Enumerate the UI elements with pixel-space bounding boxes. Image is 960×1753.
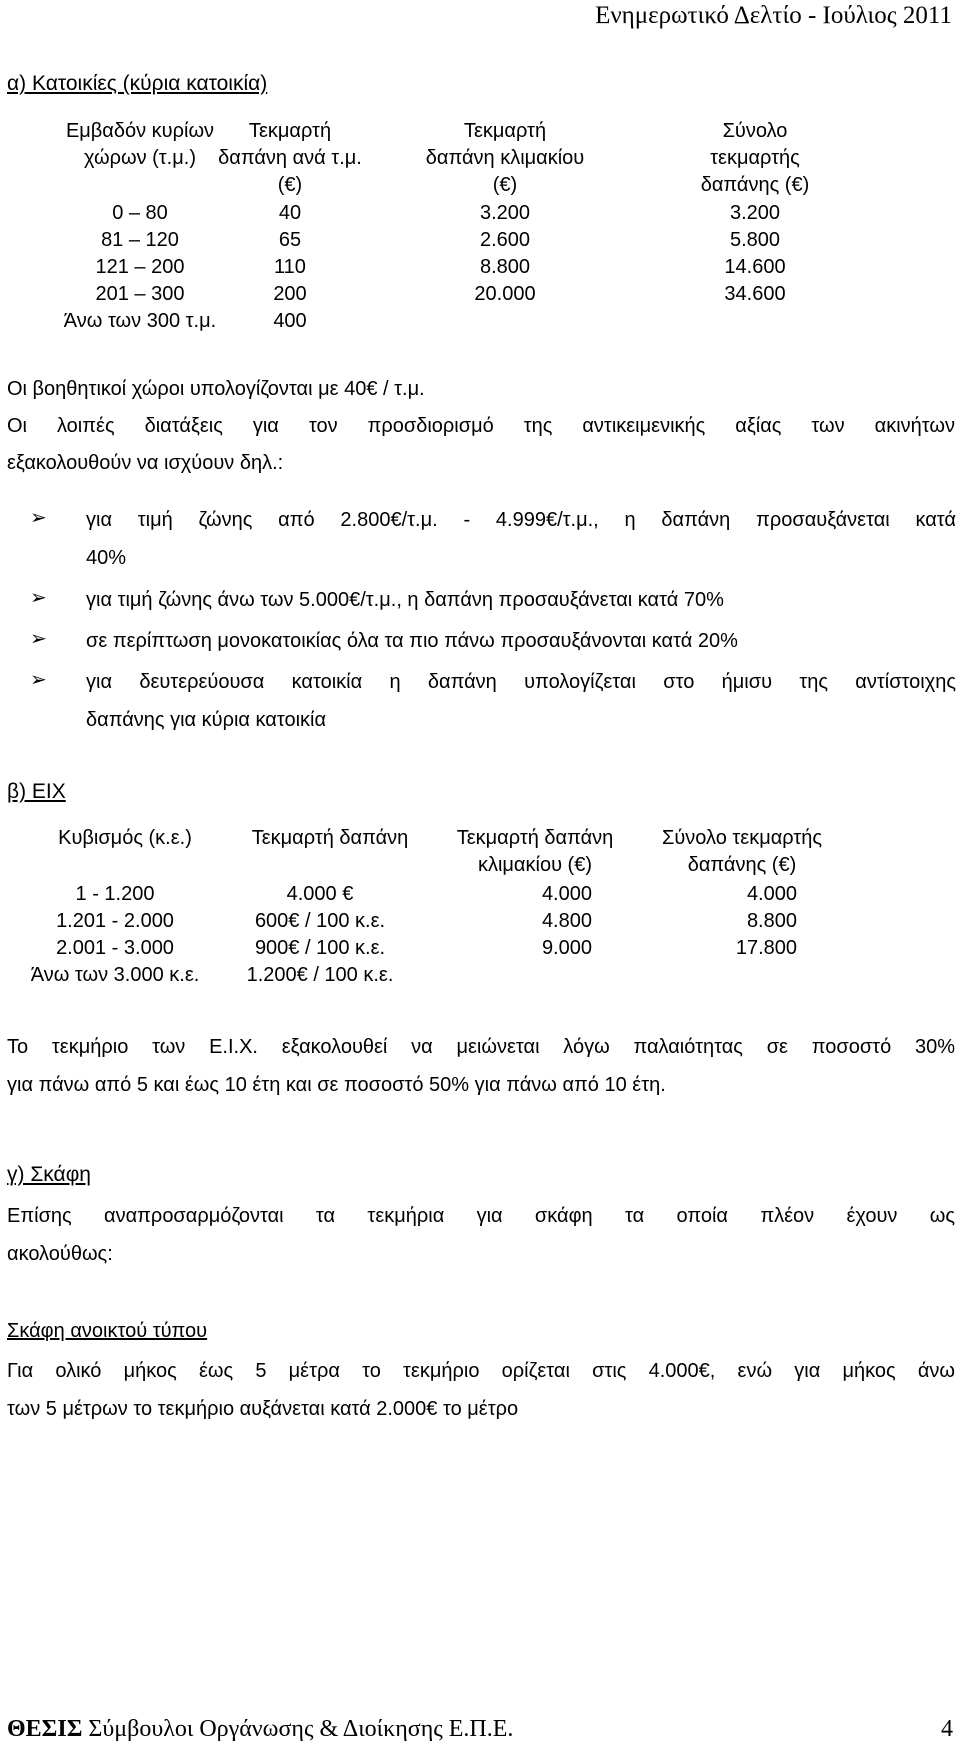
other-provisions-line-2: εξακολουθούν να ισχύουν δηλ.: — [7, 452, 284, 474]
col-header-area-1: Εμβαδόν κυρίων — [65, 120, 215, 142]
section-a-heading: α) Κατοικίες (κύρια κατοικία) — [7, 72, 268, 95]
arrow-bullet-icon: ➢ — [30, 628, 47, 650]
table-cell: 0 – 80 — [112, 202, 168, 224]
table-cell: 5.800 — [729, 229, 781, 251]
table-cell: 201 – 300 — [95, 283, 185, 305]
bullet-4-line-1: για δευτερεύουσα κατοικία η δαπάνη υπολογίζεται στο ήμισυ της αντίστοιχης — [86, 671, 956, 693]
col-header-cost: Τεκμαρτή δαπάνη — [251, 827, 409, 849]
table-cell: 1.201 - 2.000 — [56, 910, 174, 932]
table-cell: 3.200 — [729, 202, 781, 224]
boats-line-1: Επίσης αναπροσαρμόζονται τα τεκμήρια για σκάφη τα οποία πλέον έχουν ως — [7, 1205, 955, 1227]
section-b-heading: β) ΕΙΧ — [7, 780, 66, 803]
table-cell: 2.600 — [479, 229, 531, 251]
table-cell: 8.800 — [746, 910, 797, 932]
table-cell: Άνω των 3.000 κ.ε. — [30, 964, 200, 986]
table-cell: 17.800 — [735, 937, 797, 959]
table-cell: 900€ / 100 κ.ε. — [254, 937, 386, 959]
col-header-bracket-2: κλιμακίου (€) — [477, 854, 593, 876]
table-cell: 4.000 — [746, 883, 797, 905]
table-cell: 1.200€ / 100 κ.ε. — [246, 964, 394, 986]
col-header-bracket-2: δαπάνη κλιμακίου — [425, 147, 585, 169]
table-cell: 4.000 — [541, 883, 592, 905]
table-cell: 2.001 - 3.000 — [56, 937, 174, 959]
table-cell: 65 — [278, 229, 302, 251]
page-footer — [7, 1716, 953, 1743]
section-c-heading: γ) Σκάφη — [7, 1163, 91, 1186]
bullet-4-line-2: δαπάνης για κύρια κατοικία — [86, 709, 327, 731]
bullet-3-line-1: σε περίπτωση μονοκατοικίας όλα τα πιο πάνω προσαυξάνονται κατά 20% — [86, 630, 738, 652]
table-cell: 9.000 — [541, 937, 592, 959]
col-header-total-1: Σύνολο τεκμαρτής — [661, 827, 823, 849]
eix-note-line-1: Το τεκμήριο των Ε.Ι.Χ. εξακολουθεί να μειώνεται λόγω παλαιότητας σε ποσοστό 30% — [7, 1036, 955, 1058]
table-cell: 600€ / 100 κ.ε. — [254, 910, 386, 932]
col-header-total-2: τεκμαρτής — [710, 147, 800, 169]
table-cell: 40 — [278, 202, 302, 224]
table-cell: 20.000 — [474, 283, 536, 305]
bullet-1-line-1: για τιμή ζώνης από 2.800€/τ.μ. - 4.999€/τ.μ., η δαπάνη προσαυξάνεται κατά — [86, 509, 956, 531]
aux-spaces-note: Οι βοηθητικοί χώροι υπολογίζονται με 40€ / τ.μ. — [7, 378, 425, 400]
arrow-bullet-icon: ➢ — [30, 669, 47, 691]
col-header-unit-2: δαπάνη ανά τ.μ. — [218, 147, 362, 169]
table-cell: 1 - 1.200 — [75, 883, 155, 905]
table-cell: 4.800 — [541, 910, 592, 932]
col-header-unit-3: (€) — [277, 174, 303, 196]
eix-note-line-2: για πάνω από 5 και έως 10 έτη και σε ποσοστό 50% για πάνω από 10 έτη. — [7, 1074, 666, 1096]
table-cell: 121 – 200 — [95, 256, 185, 278]
table-cell: 34.600 — [724, 283, 786, 305]
table-cell: 110 — [274, 256, 306, 278]
table-cell: 3.200 — [479, 202, 531, 224]
table-cell: 8.800 — [479, 256, 531, 278]
table-cell: 400 — [273, 310, 307, 332]
table-cell: 81 – 120 — [101, 229, 179, 251]
col-header-total-3: δαπάνης (€) — [700, 174, 810, 196]
col-header-volume: Κυβισμός (κ.ε.) — [58, 827, 192, 849]
col-header-total-2: δαπάνης (€) — [687, 854, 797, 876]
table-cell: 200 — [273, 283, 307, 305]
table-cell: Άνω των 300 τ.μ. — [63, 310, 217, 332]
col-header-bracket-1: Τεκμαρτή δαπάνη — [456, 827, 614, 849]
footer-brand: ΘΕΣΙΣ — [7, 1716, 83, 1742]
open-boats-heading: Σκάφη ανοικτού τύπου — [7, 1320, 208, 1342]
footer-text: Σύμβουλοι Οργάνωσης & Διοίκησης Ε.Π.Ε. — [88, 1716, 514, 1742]
other-provisions-line-1: Οι λοιπές διατάξεις για τον προσδιορισμό της αντικειμενικής αξίας των ακινήτων — [7, 415, 955, 437]
arrow-bullet-icon: ➢ — [30, 587, 47, 609]
boats-line-2: ακολούθως: — [7, 1243, 113, 1265]
bullet-2-line-1: για τιμή ζώνης άνω των 5.000€/τ.μ., η δαπάνη προσαυξάνεται κατά 70% — [86, 589, 724, 611]
col-header-bracket-1: Τεκμαρτή — [463, 120, 547, 142]
arrow-bullet-icon: ➢ — [30, 507, 47, 529]
open-boats-line-2: των 5 μέτρων το τεκμήριο αυξάνεται κατά 2.000€ το μέτρο — [7, 1398, 519, 1420]
col-header-total-1: Σύνολο — [722, 120, 788, 142]
col-header-unit-1: Τεκμαρτή — [248, 120, 332, 142]
page-header: Ενημερωτικό Δελτίο - Ιούλιος 2011 — [595, 2, 952, 29]
open-boats-line-1: Για ολικό μήκος έως 5 μέτρα το τεκμήριο ορίζεται στις 4.000€, ενώ για μήκος άνω — [7, 1360, 955, 1382]
table-cell: 14.600 — [724, 256, 786, 278]
page-number: 4 — [941, 1716, 953, 1742]
table-cell: 4.000 € — [286, 883, 354, 905]
col-header-area-2: χώρων (τ.μ.) — [84, 147, 196, 169]
col-header-bracket-3: (€) — [492, 174, 518, 196]
bullet-1-line-2: 40% — [86, 547, 127, 569]
